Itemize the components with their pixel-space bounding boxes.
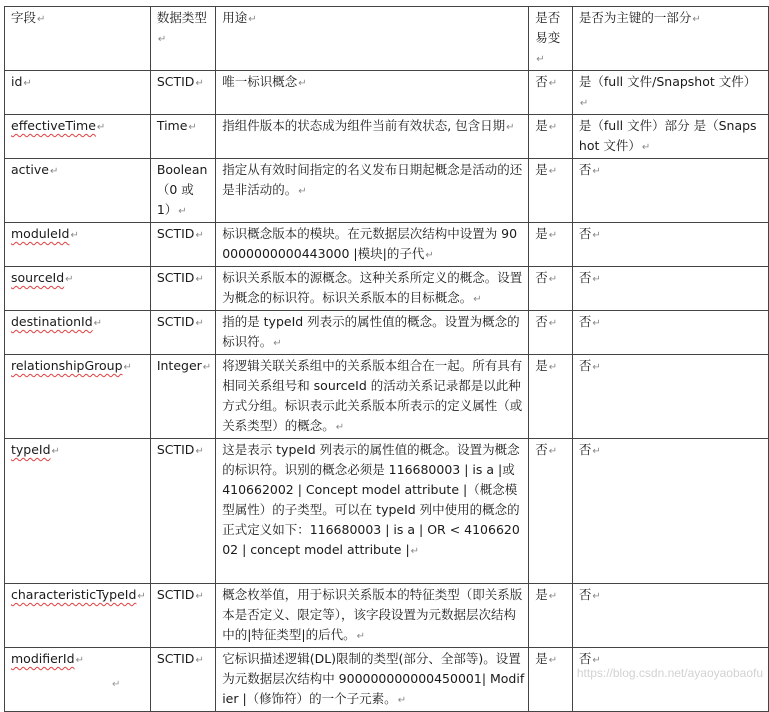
primary-key: 是（full 文件/Snapshot 文件）↵	[572, 71, 768, 115]
purpose: 指的是 typeId 列表示的属性值的概念。设置为概念的标识符。↵	[216, 311, 529, 355]
data-type: SCTID↵	[150, 71, 215, 115]
field-name: sourceId↵	[5, 267, 151, 311]
header-type: 数据类型↵	[150, 7, 215, 71]
purpose: 它标识描述逻辑(DL)限制的类型(部分、全部等)。设置为元数据层次结构中 900000000000450001| Modifier |（修饰符）的一个子元素。↵	[216, 648, 529, 712]
header-field: 字段↵	[5, 7, 151, 71]
header-primary-key: 是否为主键的一部分↵	[572, 7, 768, 71]
table-row	[5, 115, 769, 159]
primary-key: 否↵	[572, 648, 768, 712]
mutable: 否↵	[529, 267, 573, 311]
field-name: characteristicTypeId↵	[5, 584, 151, 648]
table-row	[5, 223, 769, 267]
table-row	[5, 311, 769, 355]
header-mutable: 是否易变↵	[529, 7, 573, 71]
data-type: SCTID↵	[150, 267, 215, 311]
header-purpose: 用途↵	[216, 7, 529, 71]
watermark: https://blog.csdn.net/ayaoyaobaofu	[576, 666, 763, 680]
primary-key: 否↵	[572, 267, 768, 311]
data-type: SCTID↵	[150, 311, 215, 355]
mutable: 是↵	[529, 584, 573, 648]
purpose: 指定从有效时间指定的名义发布日期起概念是活动的还是非活动的。↵	[216, 159, 529, 223]
field-name: typeId↵	[5, 439, 151, 584]
field-name: effectiveTime↵	[5, 115, 151, 159]
mutable: 是↵	[529, 159, 573, 223]
purpose: 将逻辑关联关系组中的关系版本组合在一起。所有具有相同关系组号和 sourceId 的活动关系记录都是以此种方式分组。标识表示此关系版本所表示的定义属性（或关系类型）的概念。↵	[216, 355, 529, 439]
field-name: relationshipGroup↵	[5, 355, 151, 439]
primary-key: 否↵	[572, 223, 768, 267]
data-type: Boolean （0 或 1）↵	[150, 159, 215, 223]
mutable: 是↵	[529, 115, 573, 159]
table-row	[5, 439, 769, 584]
mutable: 否↵	[529, 439, 573, 584]
purpose: 标识概念版本的模块。在元数据层次结构中设置为 900000000000443000 |模块|的子代↵	[216, 223, 529, 267]
data-type: SCTID↵	[150, 648, 215, 712]
table-row	[5, 267, 769, 311]
mutable: 是↵	[529, 648, 573, 712]
primary-key: 是（full 文件）部分 是（Snapshot 文件）↵	[572, 115, 768, 159]
field-table	[4, 6, 769, 712]
field-name: active↵	[5, 159, 151, 223]
header-row	[5, 7, 769, 71]
purpose: 概念枚举值，用于标识关系版本的特征类型（即关系版本是否定义、限定等），该字段设置为元数据层次结构中的|特征类型|的后代。↵	[216, 584, 529, 648]
field-name: modifierId↵	[5, 648, 151, 712]
paragraph-mark: ↵	[112, 679, 121, 690]
data-type: SCTID↵	[150, 584, 215, 648]
primary-key: 否↵	[572, 355, 768, 439]
purpose: 唯一标识概念↵	[216, 71, 529, 115]
mutable: 否↵	[529, 311, 573, 355]
purpose: 指组件版本的状态成为组件当前有效状态, 包含日期↵	[216, 115, 529, 159]
table-row	[5, 584, 769, 648]
data-type: Integer↵	[150, 355, 215, 439]
mutable: 是↵	[529, 223, 573, 267]
table-row	[5, 355, 769, 439]
field-name: moduleId↵	[5, 223, 151, 267]
table-row	[5, 159, 769, 223]
mutable: 否↵	[529, 71, 573, 115]
data-type: SCTID↵	[150, 223, 215, 267]
primary-key: 否↵	[572, 439, 768, 584]
field-name: destinationId↵	[5, 311, 151, 355]
purpose: 这是表示 typeId 列表示的属性值的概念。设置为概念的标识符。识别的概念必须是 116680003 | is a |或 410662002 | Concept model attribute |（概念模型属性）的子类型。可以在 typeId 列中使用的概念的正式定义如下：116680003 | is a | OR < 410662002 | concept model attribute |↵	[216, 439, 529, 584]
primary-key: 否↵	[572, 311, 768, 355]
data-type: Time↵	[150, 115, 215, 159]
primary-key: 否↵	[572, 584, 768, 648]
field-name: id↵	[5, 71, 151, 115]
data-type: SCTID↵	[150, 439, 215, 584]
purpose: 标识关系版本的源概念。这种关系所定义的概念。设置为概念的标识符。标识关系版本的目标概念。↵	[216, 267, 529, 311]
table-row	[5, 71, 769, 115]
primary-key: 否↵	[572, 159, 768, 223]
mutable: 是↵	[529, 355, 573, 439]
